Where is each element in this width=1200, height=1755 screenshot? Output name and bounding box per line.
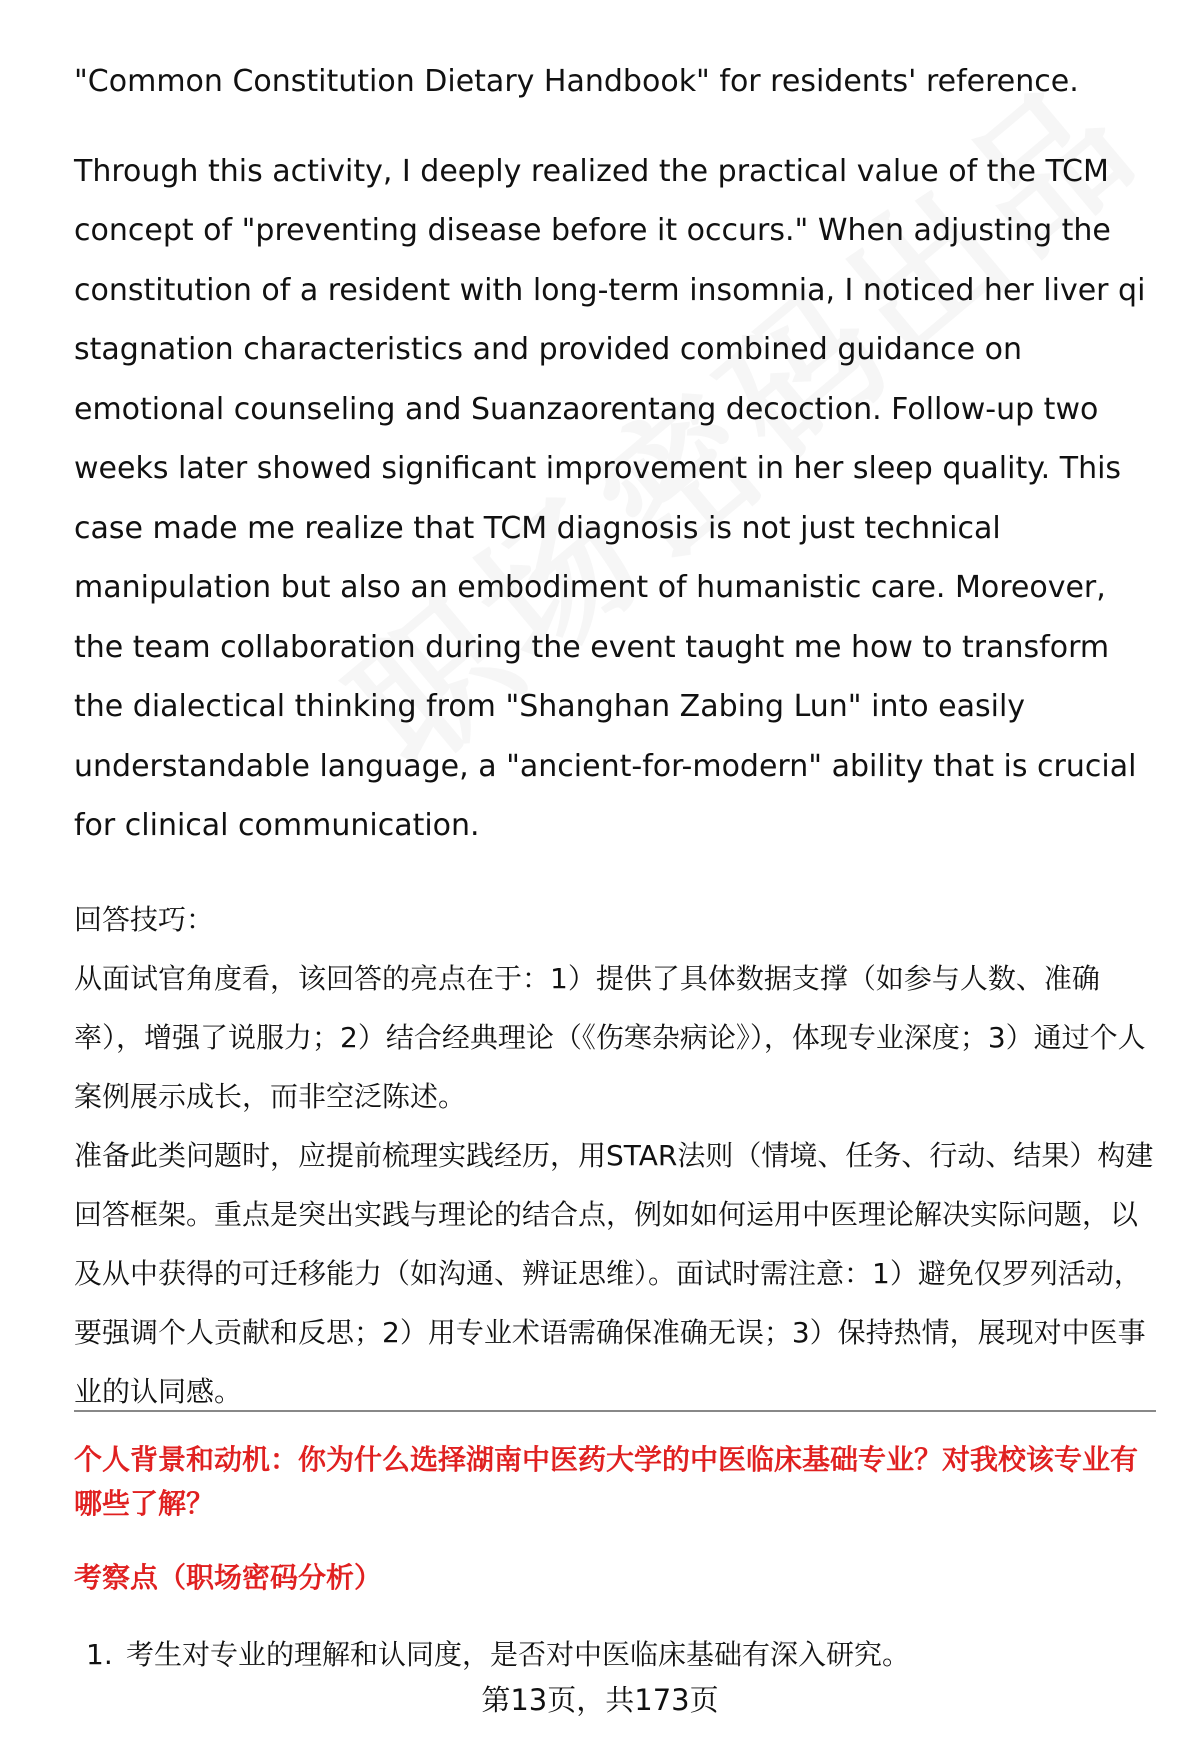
main-content: [74, 52, 1164, 1421]
question-heading: 个人背景和动机：你为什么选择湖南中医药大学的中医临床基础专业？对我校该专业有哪些了解？: [74, 1443, 1139, 1520]
assessment-heading: 考察点（职场密码分析）: [74, 1561, 383, 1594]
list-item-number: 1.: [86, 1638, 113, 1671]
paragraph-reflection: Through this activity, I deeply realized the practical value of the TCM concept of "preventing disease before it occurs." When adjusting the constitution of a resident with long-term insomnia, I noticed her liver qi stagnation characteristics and provided combined guidance on emotional counseling and Suanzaorentang decoction. Follow-up two weeks later showed significant improvement in her sleep quality. This case made me realize that TCM diagnosis is not just technical manipulation but also an embodiment of humanistic care. Moreover, the team collaboration during the event taught me how to transform the dialectical thinking from "Shanghan Zabing Lun" into easily understandable language, a "ancient-for-modern" ability that is crucial for clinical communication.: [74, 153, 1146, 843]
paragraph-continuation: "Common Constitution Dietary Handbook" for residents' reference.: [74, 64, 1079, 99]
list-item: [86, 1633, 1156, 1677]
tips-paragraph-2: 准备此类问题时，应提前梳理实践经历，用STAR法则（情境、任务、行动、结果）构建回答框架。重点是突出实践与理论的结合点，例如如何运用中医理论解决实际问题，以及从中获得的可迁移能力（如沟通、辨证思维）。面试时需注意：1）避免仅罗列活动，要强调个人贡献和反思；2）用专业术语需确保准确无误；3）保持热情，展现对中医事业的认同感。: [74, 1138, 1154, 1408]
page-number: 第13页，共173页: [481, 1683, 719, 1717]
list-item-text: 考生对专业的理解和认同度，是否对中医临床基础有深入研究。: [126, 1638, 911, 1671]
tips-label: 回答技巧：: [74, 902, 215, 936]
tips-paragraph-1: 从面试官角度看，该回答的亮点在于：1）提供了具体数据支撑（如参与人数、准确率），增强了说服力；2）结合经典理论（《伤寒杂病论》），体现专业深度；3）通过个人案例展示成长，而非空泛陈述。: [74, 961, 1146, 1113]
section-divider: [74, 1410, 1156, 1412]
